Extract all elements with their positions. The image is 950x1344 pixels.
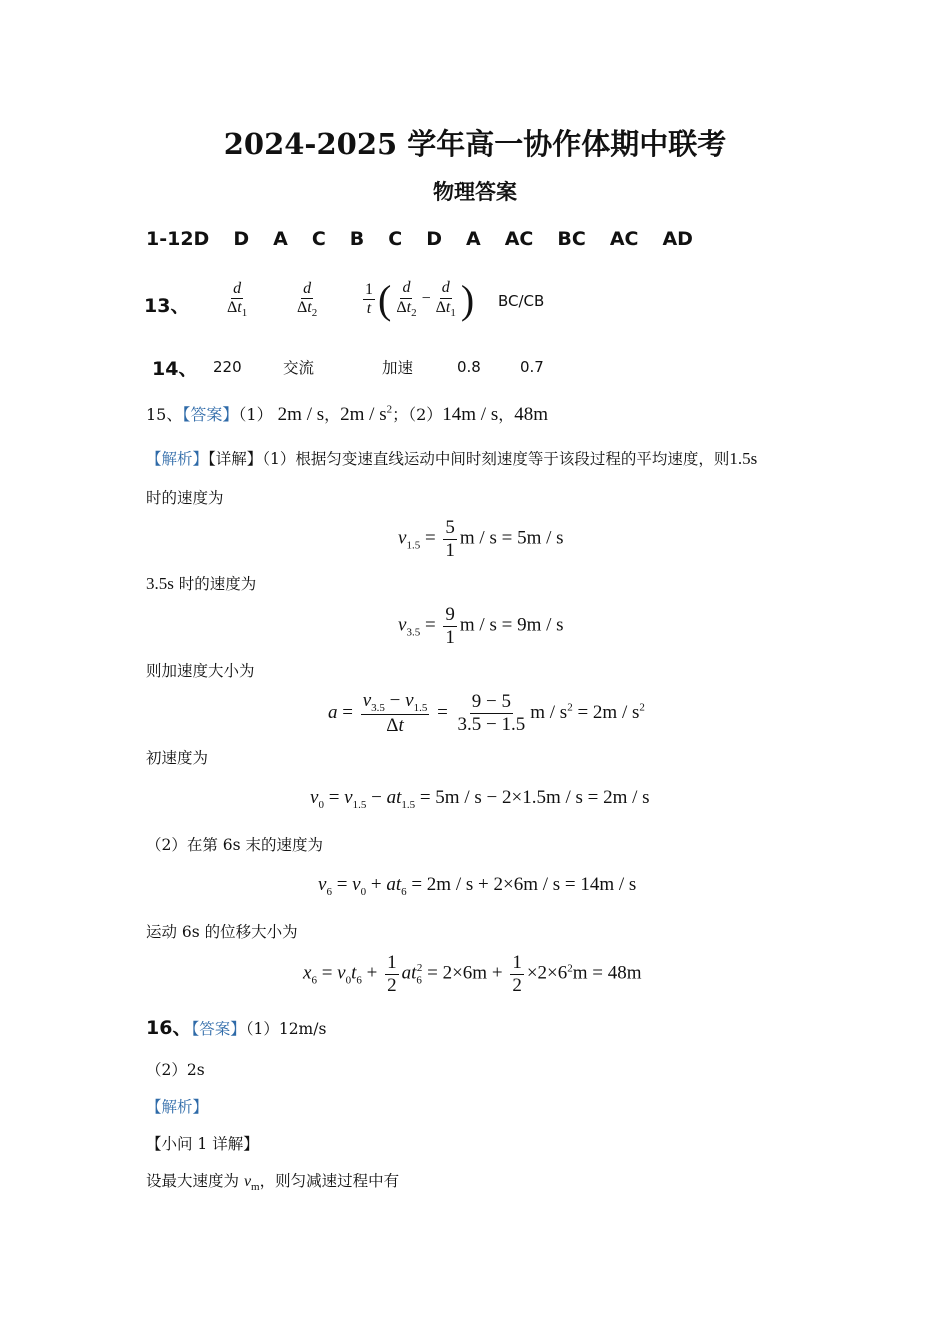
q15-text-6: （2）在第 6s 末的速度为: [146, 836, 324, 854]
analysis-text: 3.5s: [146, 574, 174, 593]
q16-answer-2: （2）2s: [146, 1061, 205, 1079]
mc-answer: C: [311, 228, 326, 250]
separator: ，: [324, 405, 341, 424]
detail-tag: 【详解】: [208, 450, 263, 468]
q16-answer-line: [146, 1013, 326, 1040]
q15-text-5: 初速度为: [146, 749, 209, 767]
q16-answer-1: （1）12m/s: [245, 1020, 327, 1038]
formula-v35: $v_{3.5}$ = $\frac{9}{1}$ m / s = 9m / s: [398, 604, 564, 648]
q15-analysis-line: [146, 447, 757, 469]
q15-ans-accel: [340, 404, 392, 425]
part-label: （1）: [238, 405, 273, 424]
q13-formula-1: $\frac{d}{\Delta t_1}$: [227, 280, 248, 320]
q15-text-2: 时的速度为: [146, 489, 224, 507]
q14-answer-1: 220: [213, 358, 242, 376]
q13-number: 13、: [144, 295, 190, 317]
q14-answer-5: 0.7: [520, 358, 544, 376]
q14-answer-2: 交流: [283, 359, 315, 377]
q14-answer-3: 加速: [382, 359, 414, 377]
q15-text-4: 则加速度大小为: [146, 662, 255, 680]
q15-ans-velocity: 2m / s: [277, 404, 325, 425]
q13-formula-3: $\frac{1}{t}$ ( $\frac{d}{\Delta t_2}$ − $\frac{d}{\Delta t_1}$ ): [365, 277, 475, 322]
q16-text-1: [146, 1169, 399, 1193]
mc-answer: D: [426, 228, 442, 250]
mc-answer: A: [273, 228, 288, 250]
formula-v6: $v_6 = v_0 + at_6 = 2m / s + 2\times 6m / s = 14m / s$: [318, 874, 637, 898]
formula-initial-velocity: $v_0 = v_{1.5} - at_{1.5} = 5m / s - 2\times 1.5m / s = 2m / s$: [310, 787, 650, 811]
separator: ，: [498, 405, 515, 424]
answer-tag: 【答案】: [191, 1020, 246, 1038]
q13-formula-2: $\frac{d}{\Delta t_2}$: [297, 280, 318, 320]
q15-number: 15、: [146, 405, 183, 424]
formula-x6: $x_6 = v_0t_6$ + $\frac{1}{2}$ $at_6^2 = 2\times 6m$ + $\frac{1}{2}$ $\times 2\times 6^2m = 48m$: [303, 952, 642, 996]
analysis-text: （1）根据匀变速直线运动中间时刻速度等于该段过程的平均速度，则: [262, 450, 730, 468]
q16-number: 16、: [146, 1017, 192, 1039]
analysis-tag: 【解析】: [146, 450, 209, 468]
mc-answer: BC: [557, 228, 586, 250]
q14-answer-4: 0.8: [457, 358, 481, 376]
q15-text-7: 运动 6s 的位移大小为: [146, 923, 298, 941]
q16-analysis-tag: 【解析】: [146, 1098, 209, 1116]
analysis-text: 设最大速度为: [146, 1172, 244, 1190]
q16-subquestion-tag: 【小问 1 详解】: [146, 1135, 259, 1153]
analysis-text: 1.5s: [729, 449, 758, 468]
q15-answer-line: [146, 402, 548, 426]
mc-answer: AC: [504, 228, 534, 250]
analysis-text: ，则匀减速过程中有: [259, 1172, 400, 1190]
vm-symbol: $v_m$: [243, 1173, 260, 1194]
page-subtitle: 物理答案: [433, 179, 517, 204]
mc-answer: AD: [662, 228, 693, 250]
formula-v15: $v_{1.5}$ = $\frac{5}{1}$ m / s = 5m / s: [398, 517, 564, 561]
q14-number: 14、: [152, 358, 198, 380]
q15-ans-accel-value: 2m / s: [340, 404, 387, 425]
answer-tag: 【答案】: [182, 405, 239, 424]
mc-answer: A: [466, 228, 481, 250]
q13-answer-4: BC/CB: [498, 292, 545, 310]
mc-answer: C: [388, 228, 403, 250]
analysis-text: 时的速度为: [173, 575, 257, 593]
q15-ans-final-velocity: 14m / s: [442, 404, 499, 425]
exponent: 2: [386, 403, 393, 416]
page-title: 2024-2025 学年高一协作体期中联考: [223, 127, 727, 161]
mc-answer: D: [233, 228, 250, 250]
q15-text-3: [146, 572, 256, 594]
mc-range: 1-12D: [146, 228, 210, 250]
mc-answers: [146, 228, 717, 250]
mc-answer: AC: [609, 228, 639, 250]
formula-acceleration: a = $\frac{v_{3.5} - v_{1.5}}{\Delta t}$ = $\frac{9 - 5}{3.5 - 1.5}$ $m / s^2 = 2m / s^2$: [328, 690, 645, 737]
q15-ans-displacement: 48m: [514, 404, 549, 425]
part-label: ；（2）: [392, 405, 443, 424]
mc-answer: B: [349, 228, 365, 250]
